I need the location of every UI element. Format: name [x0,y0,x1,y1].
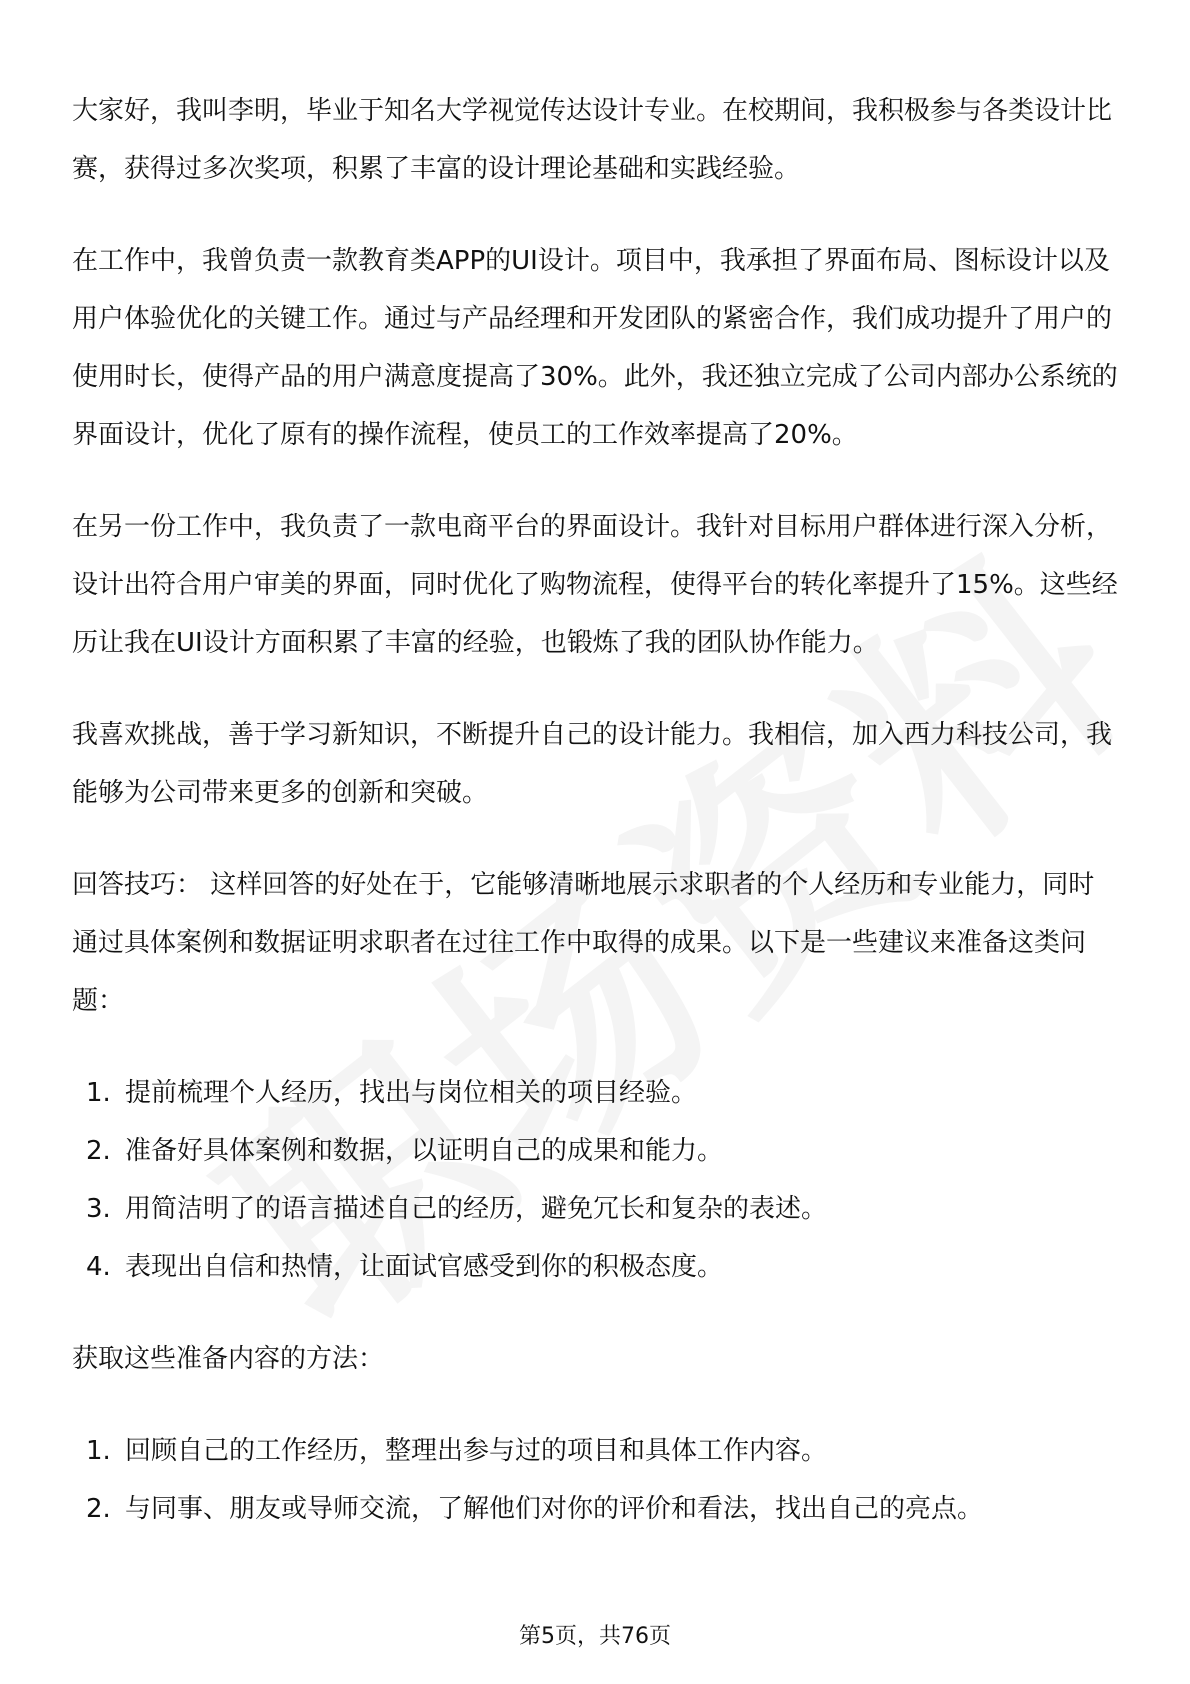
method-heading: 获取这些准备内容的方法： [72,1344,385,1374]
list-item-text: 用简洁明了的语言描述自己的经历，避免冗长和复杂的表述。 [125,1194,828,1224]
list-item-number: 4. [86,1252,111,1282]
list-item-number: 3. [86,1194,111,1224]
list-item [72,1480,1118,1538]
list-item-text: 表现出自信和热情，让面试官感受到你的积极态度。 [125,1252,724,1282]
paragraph-answer-tips: 回答技巧： 这样回答的好处在于，它能够清晰地展示求职者的个人经历和专业能力，同时通过具体案例和数据证明求职者在过往工作中取得的成果。以下是一些建议来准备这类问题： [72,870,1095,1016]
list-item [72,1238,1118,1296]
list-item-text: 与同事、朋友或导师交流，了解他们对你的评价和看法，找出自己的亮点。 [125,1494,984,1524]
page-footer: 第5页，共76页 [519,1624,671,1649]
list-item-number: 1. [86,1436,111,1466]
tips-list [72,1064,1118,1296]
document-body [72,82,1118,1572]
list-item-text: 提前梳理个人经历，找出与岗位相关的项目经验。 [125,1078,698,1108]
list-item-number: 2. [86,1136,111,1166]
method-list [72,1422,1118,1538]
paragraph-work-experience-1: 在工作中，我曾负责一款教育类APP的UI设计。项目中，我承担了界面布局、图标设计以及用户体验优化的关键工作。通过与产品经理和开发团队的紧密合作，我们成功提升了用户的使用时长，使得产品的用户满意度提高了30%。此外，我还独立完成了公司内部办公系统的界面设计，优化了原有的操作流程，使员工的工作效率提高了20%。 [72,246,1118,450]
list-item-number: 2. [86,1494,111,1524]
list-item-text: 准备好具体案例和数据，以证明自己的成果和能力。 [125,1136,724,1166]
list-item [72,1422,1118,1480]
paragraph-work-experience-2: 在另一份工作中，我负责了一款电商平台的界面设计。我针对目标用户群体进行深入分析，设计出符合用户审美的界面，同时优化了购物流程，使得平台的转化率提升了15%。这些经历让我在UI设计方面积累了丰富的经验，也锻炼了我的团队协作能力。 [72,512,1118,658]
list-item-number: 1. [86,1078,111,1108]
paragraph-intro: 大家好，我叫李明，毕业于知名大学视觉传达设计专业。在校期间，我积极参与各类设计比赛，获得过多次奖项，积累了丰富的设计理论基础和实践经验。 [72,96,1113,184]
list-item [72,1180,1118,1238]
list-item-text: 回顾自己的工作经历，整理出参与过的项目和具体工作内容。 [125,1436,828,1466]
list-item [72,1064,1118,1122]
list-item [72,1122,1118,1180]
paragraph-closing: 我喜欢挑战，善于学习新知识，不断提升自己的设计能力。我相信，加入西力科技公司，我能够为公司带来更多的创新和突破。 [72,720,1113,808]
